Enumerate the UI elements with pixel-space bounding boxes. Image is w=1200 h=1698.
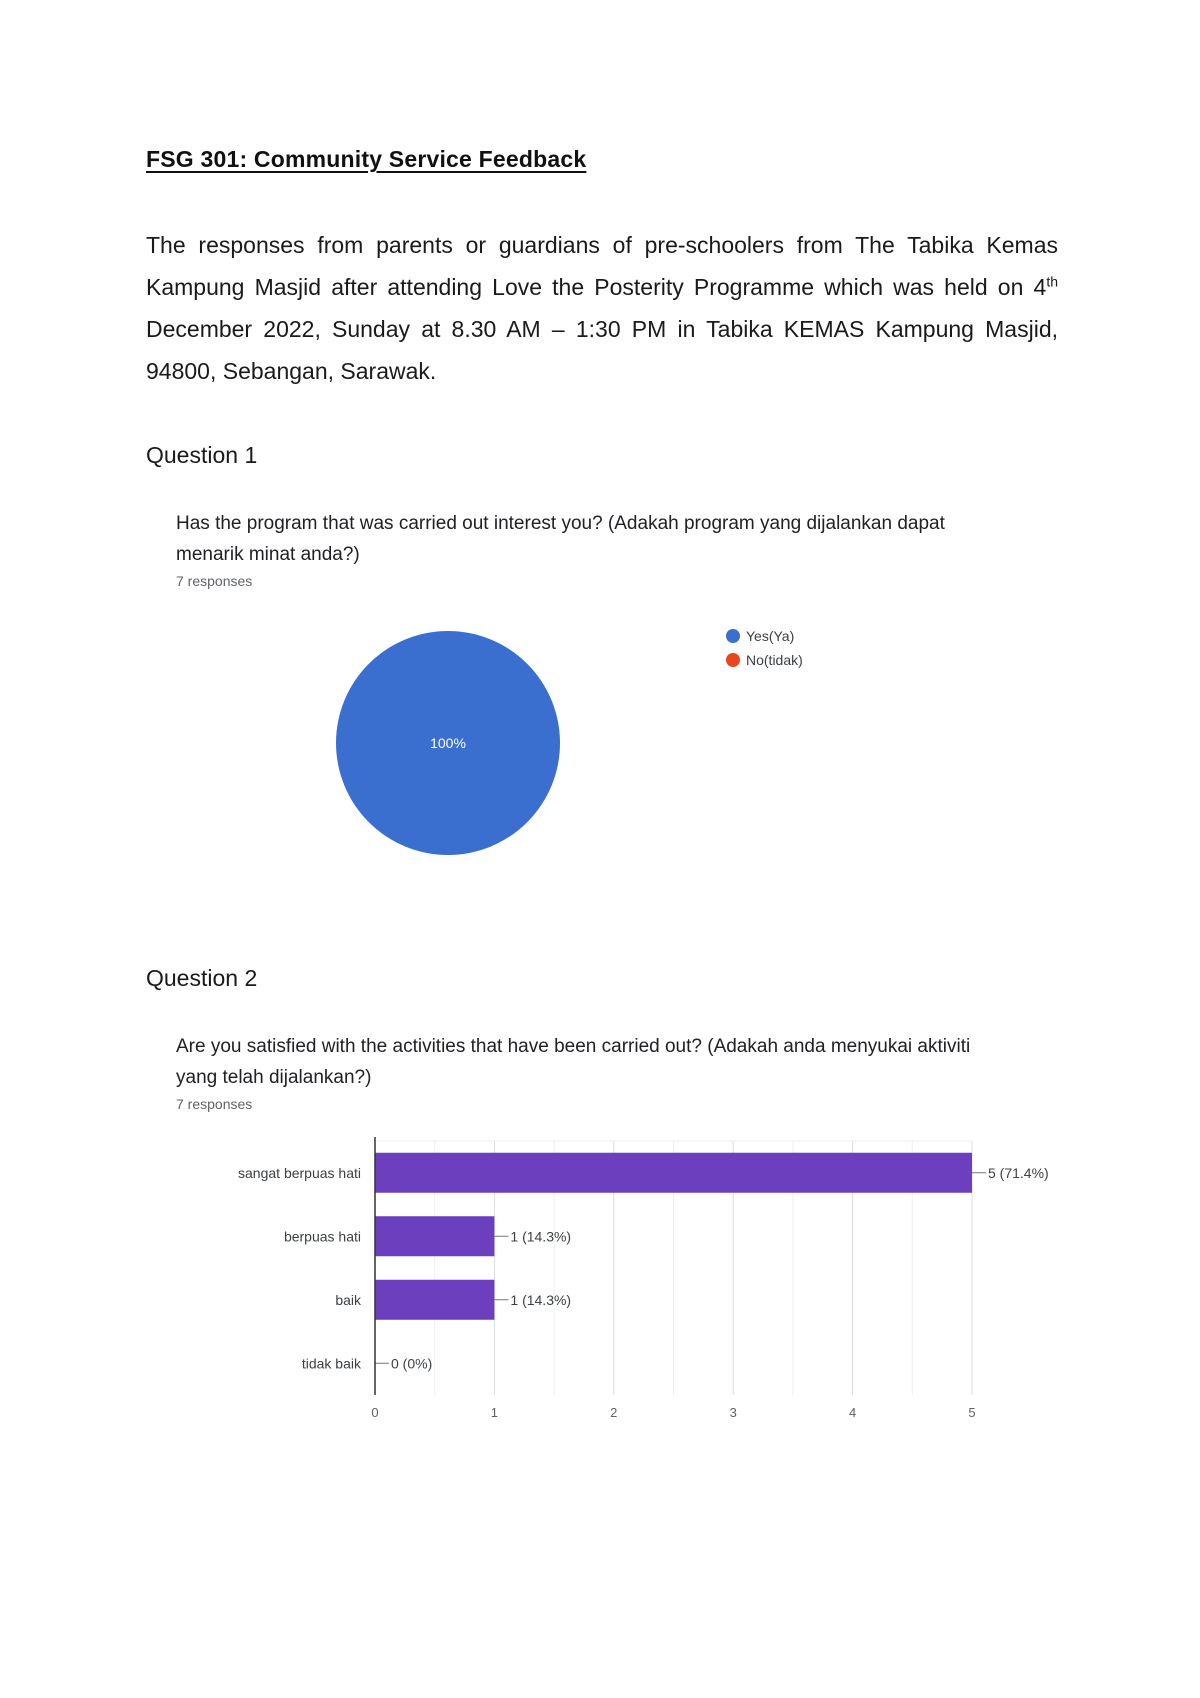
data-label: 0 (0%) [391,1355,433,1372]
legend-label: No(tidak) [746,652,803,668]
question1-response-count: 7 responses [176,573,253,589]
x-tick-label: 5 [968,1405,976,1420]
question2-heading: Question 2 [146,965,258,991]
bar [375,1280,494,1320]
legend-item [726,628,794,644]
bar [375,1216,494,1256]
intro-superscript: th [1046,273,1058,290]
category-label: baik [335,1291,361,1308]
x-tick-label: 2 [610,1405,618,1420]
question2-response-count: 7 responses [176,1096,253,1112]
category-label: berpuas hati [283,1228,361,1245]
data-label: 1 (14.3%) [510,1228,572,1245]
intro-paragraph [146,224,1058,392]
intro-text-part2: December 2022, Sunday at 8.30 AM – 1:30 PM in Tabika KEMAS Kampung Masjid, 94800, Sebangan, Sarawak. [146,316,1058,384]
category-label: sangat berpuas hati [238,1164,361,1181]
x-tick-label: 4 [848,1405,857,1420]
legend-swatch [726,653,740,667]
data-label: 5 (71.4%) [988,1164,1049,1181]
pie-slice-label: 100% [430,735,466,751]
x-tick-label: 0 [371,1405,379,1420]
x-tick-label: 1 [490,1405,499,1420]
x-tick-label: 3 [729,1405,737,1420]
data-label: 1 (14.3%) [510,1291,572,1308]
document-title: FSG 301: Community Service Feedback [146,146,587,172]
legend-swatch [726,629,740,643]
bar [375,1153,972,1193]
category-label: tidak baik [301,1355,361,1372]
legend-label: Yes(Ya) [746,628,795,644]
legend-item [726,652,803,668]
question2-form-title: Are you satisfied with the activities that have been carried out? (Adakah anda menyukai aktiviti yang telah dijalankan?) [176,1036,971,1088]
question1-form-title: Has the program that was carried out interest you? (Adakah program yang dijalankan dapat menarik minat anda?) [176,513,945,565]
question1-heading: Question 1 [146,442,258,468]
question1-pie-chart [330,625,566,861]
question2-bar-chart [200,1125,1080,1425]
intro-text-part1: The responses from parents or guardians of pre-schoolers from The Tabika Kemas Kampung Masjid after attending Love the Posterity Programme which was held on 4 [146,232,1058,300]
